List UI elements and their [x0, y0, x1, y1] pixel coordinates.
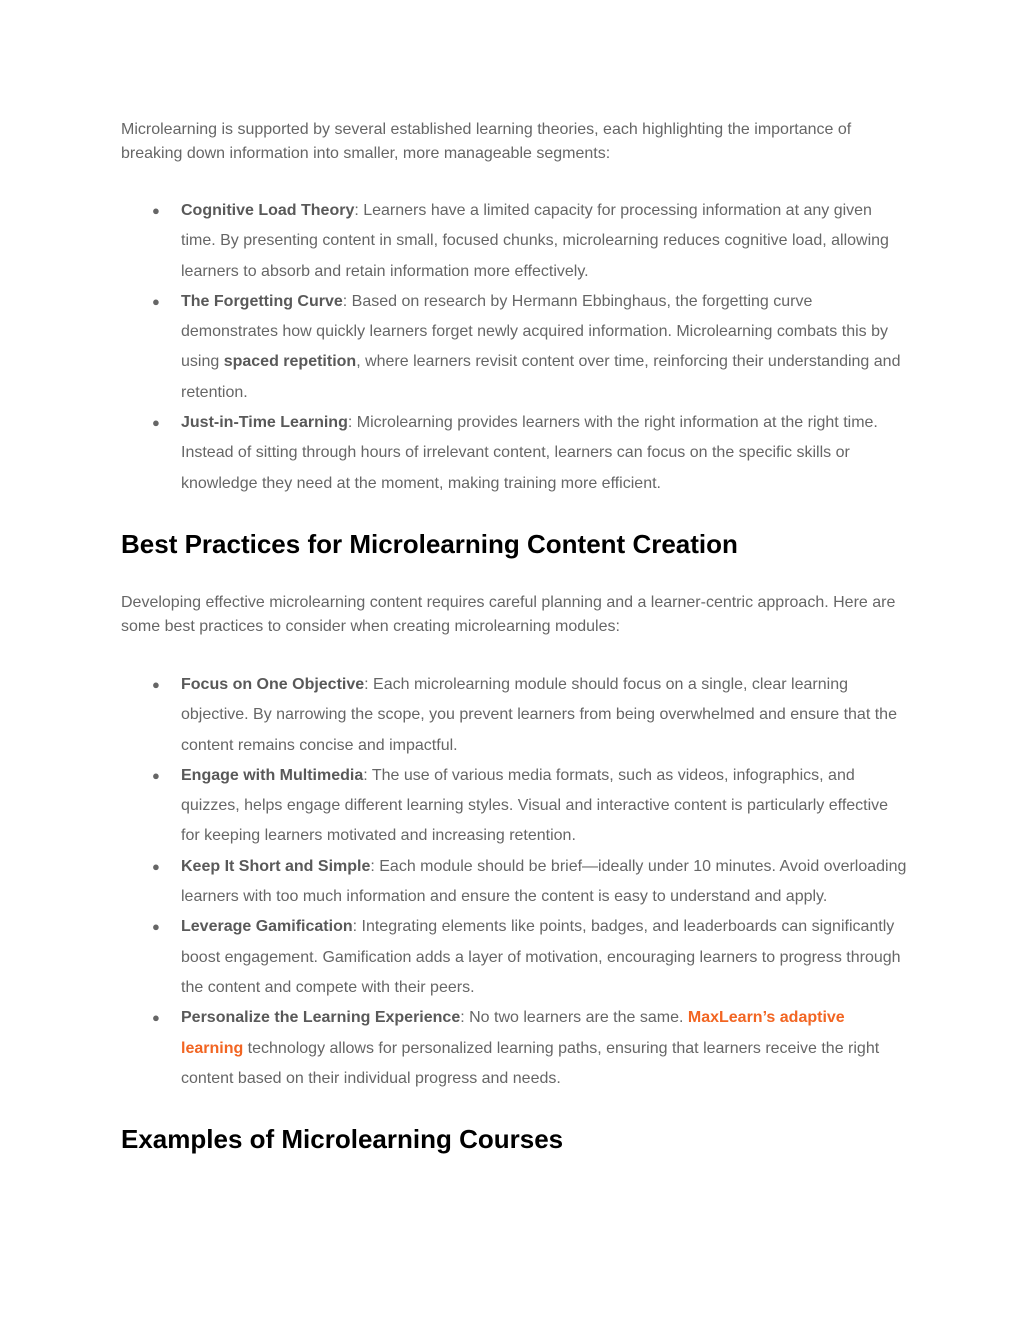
learning-theories-list [121, 196, 911, 499]
list-item [121, 196, 911, 287]
list-item-text: : Each microlearning module should focus on a single, clear learning objective. By narrowing the scope, you prevent learners from being overwhelmed and ensure that the content remains concise and impactful. [181, 675, 897, 754]
bullet-icon: ● [152, 676, 160, 692]
list-item-text: : Learners have a limited capacity for processing information at any given time. By presenting content in small, focused chunks, microlearning reduces cognitive load, allowing learners to absorb and retain information more effectively. [181, 202, 889, 280]
bullet-icon: ● [152, 203, 160, 218]
section-heading: Examples of Microlearning Courses [121, 1124, 564, 1155]
bullet-icon: ● [152, 415, 160, 431]
list-item [121, 408, 911, 499]
list-item [121, 287, 911, 408]
bullet-icon: ● [152, 858, 160, 874]
list-item-term: Focus on One Objective [181, 675, 365, 693]
section-heading: Best Practices for Microlearning Content Creation [121, 528, 738, 559]
list-item-text: : No two learners are the same. [460, 1009, 688, 1027]
list-item [121, 912, 911, 1003]
list-item-term: Cognitive Load Theory [181, 202, 355, 219]
list-item-term: Just-in-Time Learning [181, 414, 348, 432]
list-item [121, 761, 911, 852]
maxlearn-adaptive-learning-link[interactable]: MaxLearn’s adaptive learning [181, 1009, 845, 1057]
list-item-text: technology allows for personalized learning paths, ensuring that learners receive the right content based on their individual progress and needs. [181, 1039, 880, 1087]
list-item-term: Engage with Multimedia [181, 766, 364, 784]
list-item-term: Personalize the Learning Experience [181, 1009, 461, 1027]
list-item-text: : The use of various media formats, such as videos, infographics, and quizzes, helps engage different learning styles. Visual and interactive content is particularly effective for keeping learners motivated and increasing retention. [181, 766, 889, 845]
list-item-text: : Microlearning provides learners with the right information at the right time. Instead of sitting through hours of irrelevant content, learners can focus on the specific skills or knowledge they need at the moment, making training more efficient. [181, 414, 878, 492]
bullet-icon: ● [152, 767, 160, 783]
best-practices-list [121, 670, 911, 1094]
list-item-term: Keep It Short and Simple [181, 857, 371, 875]
list-item-text: : Integrating elements like points, badges, and leaderboards can significantly boost engagement. Gamification adds a layer of motivation, encouraging learners to progress through the content and compete with their peers. [181, 918, 901, 996]
document-page [121, 118, 911, 1155]
list-item-text: , where learners revisit content over time, reinforcing their understanding and retention. [181, 353, 901, 401]
emphasis-text: spaced repetition [223, 353, 357, 371]
best-practices-intro: Developing effective microlearning content requires careful planning and a learner-centric approach. Here are some best practices to consider when creating microlearning modules: [121, 593, 896, 635]
list-item-term: Leverage Gamification [181, 918, 353, 936]
list-item [121, 1003, 911, 1094]
bullet-icon: ● [152, 293, 160, 309]
bullet-icon: ● [152, 919, 160, 935]
bullet-icon: ● [152, 1010, 160, 1026]
list-item-text: : Each module should be brief—ideally under 10 minutes. Avoid overloading learners with too much information and ensure the content is easy to understand and apply. [181, 857, 907, 906]
list-item-term: The Forgetting Curve [181, 292, 343, 310]
list-item [121, 852, 911, 913]
list-item-text: : Based on research by Hermann Ebbinghaus, the forgetting curve demonstrates how quickly learners forget newly acquired information. Microlearning combats this by using [181, 292, 888, 371]
intro-paragraph: Microlearning is supported by several established learning theories, each highlighting the importance of breaking down information into smaller, more manageable segments: [121, 121, 852, 162]
list-item [121, 670, 911, 761]
